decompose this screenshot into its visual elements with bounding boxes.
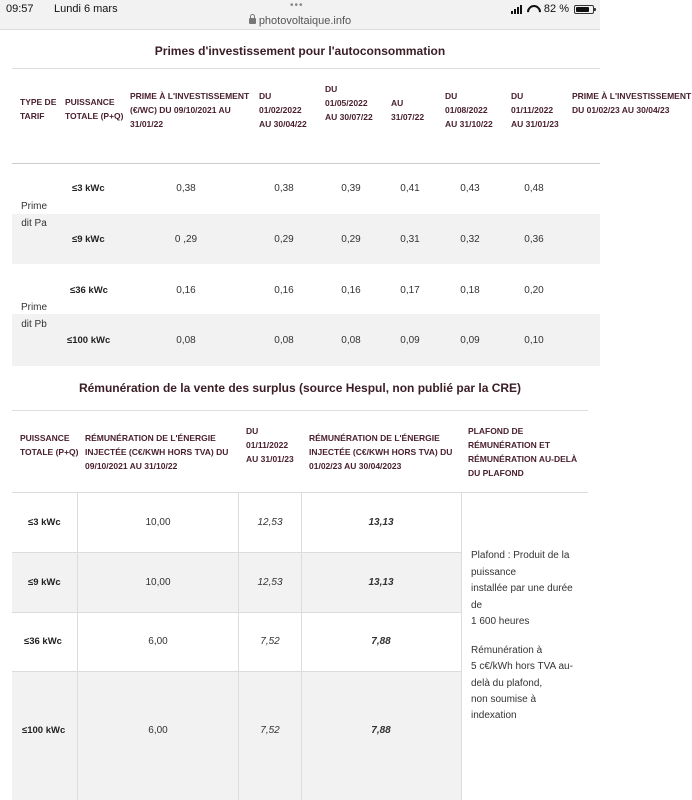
section1-title: Primes d'investissement pour l'autoconsommation xyxy=(154,44,446,58)
header-plafond: PLAFOND DE RÉMUNÉRATION ET RÉMUNÉRATION AU-DELÀ DU PLAFOND xyxy=(468,426,578,478)
plafond-line: non soumise à xyxy=(471,694,537,705)
table1-cell: 0,08 xyxy=(341,335,361,346)
signal-icon xyxy=(511,5,522,14)
plafond-line: Rémunération à xyxy=(471,645,543,656)
header-remun-2023: RÉMUNÉRATION DE L'ÉNERGIE INJECTÉE (C€/KWH HORS TVA) DU 01/02/23 AU 30/04/2023 xyxy=(309,433,453,471)
divider xyxy=(77,493,78,800)
date: Lundi 6 mars xyxy=(54,3,118,15)
table2-cell: 12,53 xyxy=(257,577,283,588)
header-2022-nov: DU 01/11/2022 AU 31/01/23 xyxy=(511,91,559,129)
table1-cell: 0,10 xyxy=(524,335,544,346)
row-power-label: ≤3 kWc xyxy=(28,517,61,528)
header-2022-jul: AU 31/07/22 xyxy=(391,98,425,122)
header-puissance: PUISSANCE TOTALE (P+Q) xyxy=(20,433,79,457)
battery-level xyxy=(576,7,589,12)
header-prime-2021: PRIME À L'INVESTISSEMENT (€/WC) DU 09/10/2021 AU 31/01/22 xyxy=(130,91,250,129)
more-dots-icon[interactable]: ••• xyxy=(290,0,304,11)
plafond-line: 5 c€/kWh hors TVA au-delà du plafond, xyxy=(471,661,573,689)
table1-cell: 0,36 xyxy=(524,234,544,245)
table1-cell: 0,48 xyxy=(524,183,544,194)
row-power-label: ≤100 kWc xyxy=(22,725,66,736)
divider xyxy=(301,493,302,800)
status-bar xyxy=(0,0,600,30)
table2-cell: 13,13 xyxy=(368,517,394,528)
table2-cell: 6,00 xyxy=(148,725,168,736)
section2-title: Rémunération de la vente des surplus (source Hespul, non publié par la CRE) xyxy=(78,381,522,395)
wifi-icon xyxy=(527,5,539,14)
clock: 09:57 xyxy=(6,3,34,15)
table2-cell: 7,88 xyxy=(371,636,391,647)
table1-cell: 0,29 xyxy=(274,234,294,245)
table1-cell: 0,38 xyxy=(274,183,294,194)
header-puissance: PUISSANCE TOTALE (P+Q) xyxy=(65,97,124,121)
table2-cell: 10,00 xyxy=(145,517,171,528)
table2-cell: 12,53 xyxy=(257,517,283,528)
url-text: photovoltaique.info xyxy=(258,15,352,27)
row-power-label: ≤9 kWc xyxy=(28,577,61,588)
table1-cell: 0,38 xyxy=(176,183,196,194)
divider xyxy=(12,671,461,672)
table1-cell: 0,20 xyxy=(524,285,544,296)
table2-cell: 13,13 xyxy=(368,577,394,588)
status-icons xyxy=(511,3,594,15)
table1-cell: 0,29 xyxy=(341,234,361,245)
table1-cell: 0,16 xyxy=(176,285,196,296)
lock-icon xyxy=(249,18,256,24)
table2-cell: 7,52 xyxy=(260,725,280,736)
address-bar[interactable] xyxy=(0,15,600,27)
divider xyxy=(12,612,461,613)
table2-cell: 7,52 xyxy=(260,636,280,647)
table2-cell: 10,00 xyxy=(145,577,171,588)
table1-cell: 0,09 xyxy=(460,335,480,346)
table1-header xyxy=(12,68,692,164)
table1-cell: 0,17 xyxy=(400,285,420,296)
table1-cell: 0,08 xyxy=(176,335,196,346)
table2-cell: 7,88 xyxy=(371,725,391,736)
header-2022-aug: DU 01/08/2022 AU 31/10/22 xyxy=(445,91,493,129)
header-remun-2021: RÉMUNÉRATION DE L'ÉNERGIE INJECTÉE (C€/KWH HORS TVA) DU 09/10/2021 AU 31/10/22 xyxy=(85,433,229,471)
table1-cell: 0 ,29 xyxy=(174,234,198,245)
row-power-label: ≤9 kWc xyxy=(72,234,105,245)
table1-cell: 0,31 xyxy=(400,234,420,245)
header-2022-feb: DU 01/02/2022 AU 30/04/22 xyxy=(259,91,307,129)
table1-cell: 0,16 xyxy=(341,285,361,296)
table1-cell: 0,09 xyxy=(400,335,420,346)
battery-percent: 82 % xyxy=(543,3,569,15)
table1-cell: 0,39 xyxy=(341,183,361,194)
row-power-label: ≤3 kWc xyxy=(72,183,105,194)
battery-icon xyxy=(574,5,594,14)
table1-cell: 0,41 xyxy=(400,183,420,194)
plafond-cell xyxy=(461,493,588,800)
group-label-pb: Prime dit Pb xyxy=(20,302,48,330)
divider xyxy=(238,493,239,800)
plafond-line: Plafond : Produit de la puissance xyxy=(471,550,570,578)
table1-cell: 0,18 xyxy=(460,285,480,296)
table1-cell: 0,32 xyxy=(460,234,480,245)
table2-header xyxy=(12,410,588,492)
row-power-label: ≤36 kWc xyxy=(24,636,62,647)
plafond-line: indexation xyxy=(471,710,517,721)
group-label-pa: Prime dit Pa xyxy=(20,201,48,229)
table1-cell: 0,43 xyxy=(460,183,480,194)
plafond-line: installée par une durée de xyxy=(471,583,573,611)
header-2022-may: DU 01/05/2022 AU 30/07/22 xyxy=(325,84,373,122)
table1-cell: 0,08 xyxy=(274,335,294,346)
row-power-label: ≤36 kWc xyxy=(70,285,108,296)
divider xyxy=(12,552,461,553)
header-type-tarif: TYPE DE TARIF xyxy=(20,97,57,121)
row-power-label: ≤100 kWc xyxy=(67,335,111,346)
header-2022-nov: DU 01/11/2022 AU 31/01/23 xyxy=(246,426,294,464)
header-prime-2023: PRIME À L'INVESTISSEMENT DU 01/02/23 AU 30/04/23 xyxy=(572,91,692,115)
table1-cell: 0,16 xyxy=(274,285,294,296)
table2-cell: 6,00 xyxy=(148,636,168,647)
plafond-line: 1 600 heures xyxy=(471,616,530,627)
